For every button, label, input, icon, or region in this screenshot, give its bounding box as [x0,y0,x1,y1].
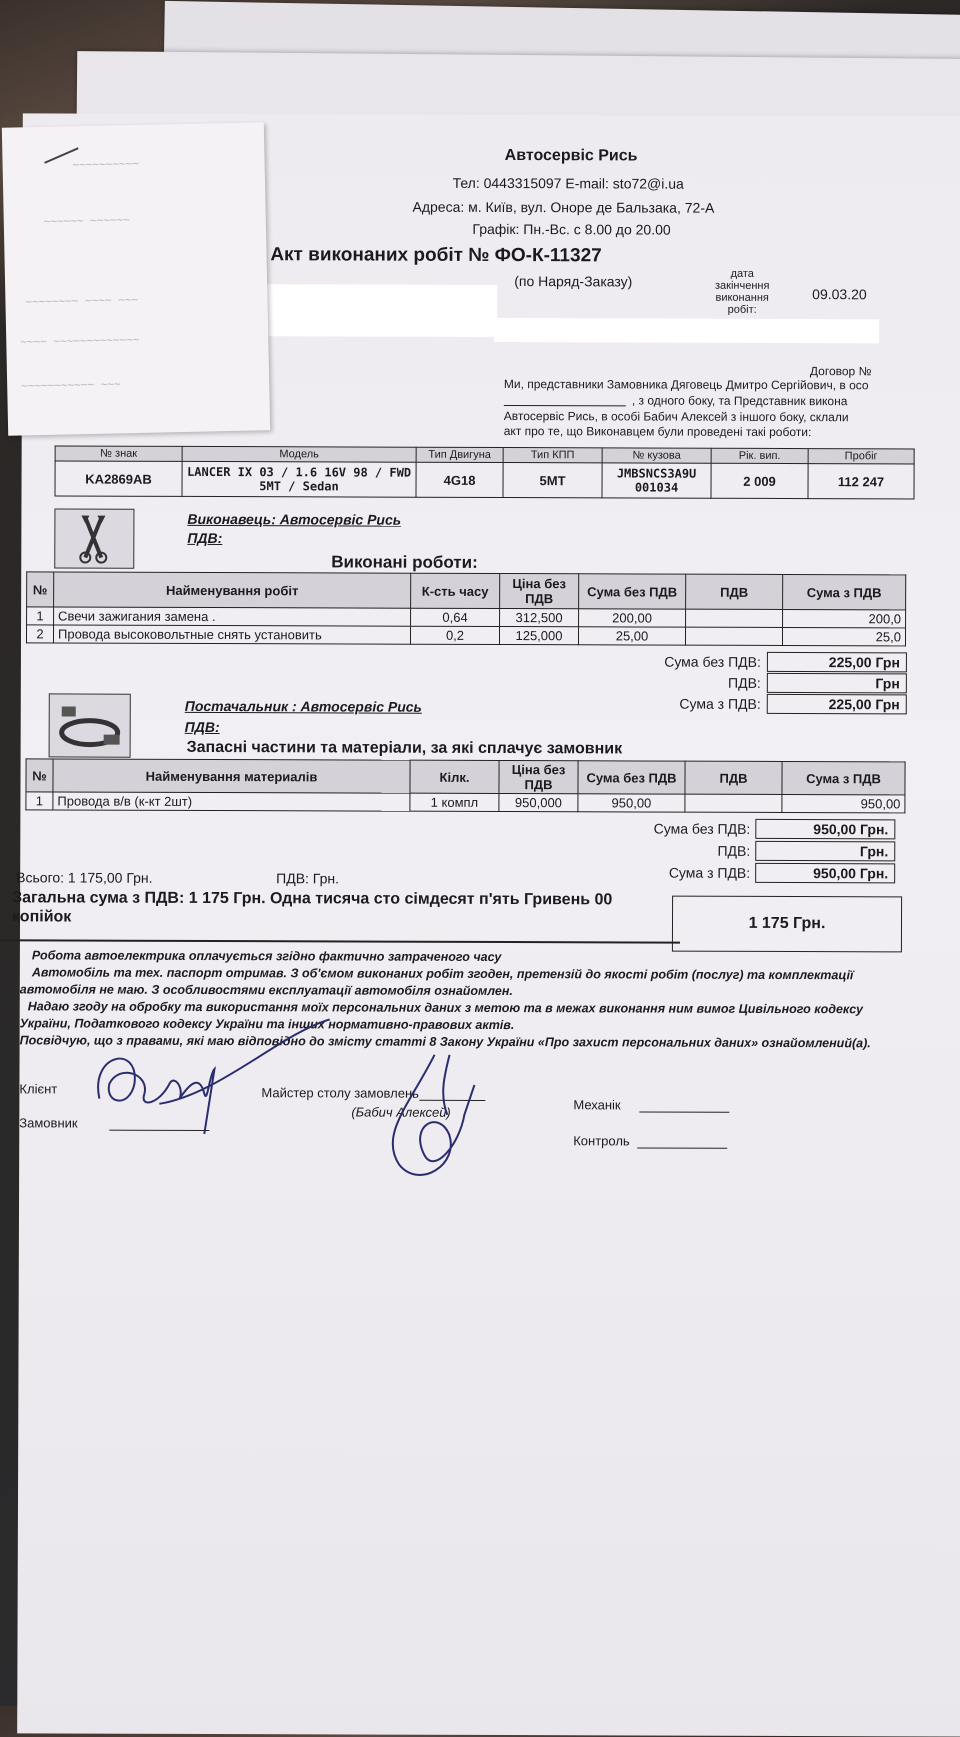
parties-text: Автосервіс Рись, в особі Бабич Алексей з іншого боку, склали [503,409,849,425]
work-price: 125,000 [499,626,578,644]
table-row [26,792,905,813]
act-subtitle: (по Наряд-Заказу) [514,273,633,290]
executor-label: Виконавець: Автосервіс Рись [187,510,402,528]
master-name: (Бабич Алексей) [351,1104,451,1120]
year-cell: 2 009 [711,463,808,498]
work-name: Провода высоковольтные снять установить [53,625,410,644]
row-number: 1 [27,607,54,625]
column-header: Сума без ПДВ [579,574,686,609]
part-qty: 1 компл [410,793,499,811]
tools-icon [54,508,134,568]
handwritten-signatures [79,1014,540,1196]
receipt-text: ~~~~~~~~~~~ ~~~ [21,377,121,393]
total-vat: ПДВ: Грн. [276,870,340,887]
work-sum: 200,00 [579,609,686,627]
column-header: ПДВ [686,574,783,609]
note-line: Автомобіль та тех. паспорт отримав. З об'ємом виконаних робіт згоден, претензій до якості робіт (послуг) та комплектації [31,965,854,983]
work-total: 25,0 [782,627,905,645]
overlapping-receipt [2,122,270,435]
parts-sum-with-vat: 950,00 Грн. [755,863,895,883]
master-label: Майстер столу замовлень [261,1085,419,1101]
parts-section-title: Запасні частини та матеріали, за які сплачує замовник [186,738,623,758]
column-header: № знак [55,446,182,461]
column-header: Кілк. [410,760,499,793]
completion-date: 09.03.20 [812,286,867,303]
column-header: Найменування робіт [54,572,411,608]
contract-label: Договор № [809,364,872,379]
column-header: № [26,759,53,792]
note-line: Посвідчую, що з правами, які маю відповідно до змісту статті 8 Закону України «Про захист персональних даних» ознайомлений(а). [19,1033,871,1051]
customer-label: Замовник [19,1115,78,1131]
row-number: 2 [26,625,53,643]
parts-table [25,758,905,813]
vin-cell [602,463,711,498]
mechanic-label: Механік [573,1097,621,1113]
note-line: автомобіля не маю. З особливостями експлуатації автомобіля ознайомлен. [19,982,513,999]
total-all: Всього: 1 175,00 Грн. [16,869,153,886]
model-line: 5MT / Sedan [259,479,339,494]
part-total: 950,00 [782,794,905,812]
signature-line [639,1111,729,1112]
mileage-cell: 112 247 [808,464,914,499]
part-name: Провода в/в (к-кт 2шт) [53,792,410,811]
redaction-box [494,318,879,343]
control-label: Контроль [573,1133,630,1149]
work-hours: 0,64 [411,608,500,626]
column-header: Сума з ПДВ [782,761,905,794]
work-price: 312,500 [500,608,579,626]
company-name: Автосервіс Рись [504,147,638,165]
grand-total-box: 1 175 Грн. [672,896,902,953]
table-row [55,461,914,499]
company-contacts: Тел: 0443315097 E-mail: sto72@i.ua [452,174,684,192]
part-price: 950,000 [499,793,578,811]
model-cell [182,461,416,497]
receipt-text: ~~~~~~~~ ~~~~ ~~~ [25,292,139,309]
supplier-vat-label: ПДВ: [184,718,220,736]
table-header-row [27,572,906,610]
column-header: № [27,572,54,607]
model-line: LANCER IX 03 / 1.6 16V 98 / FWD [187,464,412,480]
company-schedule: Графік: Пн.-Вс. с 8.00 до 20.00 [472,220,671,238]
column-header: Пробіг [808,449,914,464]
executor-vat-label: ПДВ: [187,529,223,547]
works-sum-with-vat-label: Сума з ПДВ: [679,695,761,712]
column-header: ПДВ [685,761,782,794]
receipt-text: ~~~~ ~~~~~~~~~~~~~ [20,332,140,349]
parts-sum-no-vat: 950,00 Грн. [755,819,895,839]
column-header: Рік. вип. [711,448,808,463]
company-address: Адреса: м. Київ, вул. Оноре де Бальзака, 72-А [412,198,715,216]
table-header-row [26,759,905,795]
column-header: Тип КПП [503,448,602,463]
work-hours: 0,2 [410,626,499,644]
vehicle-table [54,445,914,499]
works-sum-with-vat: 225,00 Грн [767,694,907,714]
pen-mark [42,146,82,167]
note-line: України, Податкового кодексу України та інших нормативно-правових актів. [19,1016,515,1033]
divider [0,939,680,943]
parties-text: Ми, представники Замовника Дяговець Дмитро Сергійович, в осо [503,377,869,393]
receipt-text: ~~~~~~~~~~ [72,156,139,172]
supplier-label: Постачальник : Автосервіс Рись [184,697,422,715]
works-vat-total: Грн [767,673,907,693]
works-section-title: Виконані роботи: [331,552,478,572]
receipt-text: ~~~~~~ ~~~~~~ [43,213,130,228]
note-line: Робота автоелектрика оплачується згідно фактично затраченого часу [31,948,502,965]
vin-line: JMBSNCS3A9U [616,466,697,481]
grand-total-line: копійок [11,908,72,926]
act-title: Акт виконаних робіт № ФО-К-11327 [270,244,602,267]
works-table [26,571,906,646]
engine-cell: 4G18 [416,462,503,497]
column-header: К-сть часу [411,573,500,608]
works-sum-no-vat: 225,00 Грн [767,652,907,672]
parts-vat-label: ПДВ: [717,842,751,859]
signature-line [637,1147,727,1148]
parts-sum-no-vat-label: Сума без ПДВ: [653,820,751,837]
work-vat [686,609,783,627]
works-vat-label: ПДВ: [728,674,761,691]
gearbox-cell: 5MT [503,463,602,498]
column-header: Найменування материалів [53,759,410,793]
column-header: № кузова [602,448,711,463]
work-vat [685,627,782,645]
vin-line: 001034 [634,480,679,495]
plate-cell: KA2869AB [55,461,182,496]
blank-line [504,405,626,406]
work-sum: 25,00 [578,627,685,645]
client-label: Клієнт [19,1081,58,1097]
note-line: Надаю згоду на обробку та використання моїх персональних даних з метою та в межах виконання ним вимог Цивільного кодексу [27,999,864,1017]
column-header: Сума без ПДВ [578,761,685,794]
spark-plug-wire-icon [49,693,131,757]
parties-text: , з одного боку, та Представник викона [631,393,848,409]
table-row [26,625,905,646]
row-number: 1 [26,792,53,810]
parts-sum-with-vat-label: Сума з ПДВ: [668,864,751,881]
works-sum-no-vat-label: Сума без ПДВ: [664,653,761,670]
column-header: Ціна без ПДВ [499,760,578,793]
completion-date-label: дата закінчення виконання робіт: [714,267,770,316]
parties-text: акт про те, що Виконавцем були проведені такі роботи: [503,424,812,440]
column-header: Модель [182,446,416,462]
part-vat [685,794,782,812]
part-sum: 950,00 [578,794,685,812]
column-header: Ціна без ПДВ [500,573,579,608]
work-name: Свечи зажигания замена . [54,607,411,626]
column-header: Тип Двигуна [416,447,503,462]
grand-total-line: Загальна сума з ПДВ: 1 175 Грн. Одна тисяча сто сімдесят п'ять Гривень 00 [12,889,613,909]
parts-vat-total: Грн. [755,841,895,861]
column-header: Сума з ПДВ [783,574,906,609]
work-total: 200,0 [783,609,906,627]
